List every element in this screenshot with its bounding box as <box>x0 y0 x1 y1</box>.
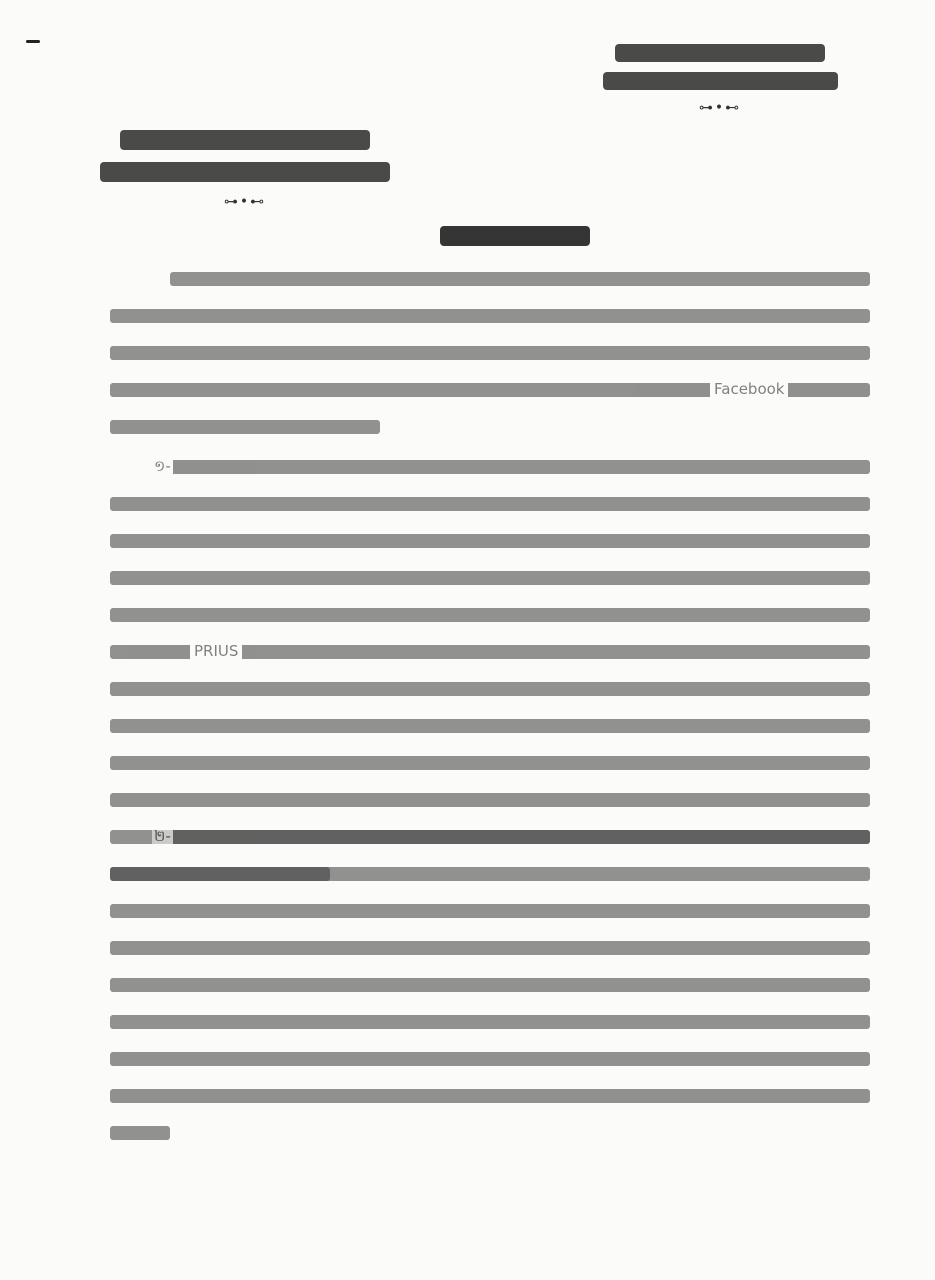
text-line <box>110 642 870 660</box>
ministry-header <box>95 118 395 210</box>
text-line <box>110 719 870 733</box>
item-2-number: ២- <box>154 827 171 845</box>
ministry-header-separator: ⊶•⊷ <box>223 194 267 210</box>
item-1-number: ១- <box>154 457 171 475</box>
paragraph-intro <box>110 272 870 434</box>
provincial-police-line <box>100 162 390 182</box>
text-line <box>110 380 870 398</box>
text-line <box>110 978 870 992</box>
text-line <box>110 1015 870 1029</box>
document-title <box>440 226 590 246</box>
nation-religion-king-line <box>603 72 838 90</box>
text-line <box>110 941 870 955</box>
kingdom-name-line <box>615 44 825 62</box>
text-line <box>154 457 870 475</box>
text-line <box>110 420 380 434</box>
kingdom-header-separator: ⊶•⊷ <box>698 100 742 116</box>
text-line <box>110 756 870 770</box>
text-line <box>110 682 870 696</box>
kingdom-header <box>600 34 840 116</box>
paragraph-item-2 <box>110 827 870 1140</box>
text-line <box>110 1126 170 1140</box>
text-line <box>110 904 870 918</box>
text-line <box>110 867 870 881</box>
text-line <box>110 309 870 323</box>
text-line <box>154 827 870 845</box>
facebook-word: Facebook <box>710 379 788 399</box>
corner-mark <box>26 40 40 43</box>
text-line <box>110 1052 870 1066</box>
text-line <box>110 534 870 548</box>
paragraph-item-1 <box>110 457 870 881</box>
text-line <box>110 346 870 360</box>
ministry-line <box>120 130 370 150</box>
text-line <box>110 497 870 511</box>
text-line <box>170 272 870 286</box>
prius-word: PRIUS <box>190 641 242 661</box>
text-line <box>110 1089 870 1103</box>
text-line <box>110 608 870 622</box>
text-line <box>110 793 870 807</box>
text-line <box>110 571 870 585</box>
